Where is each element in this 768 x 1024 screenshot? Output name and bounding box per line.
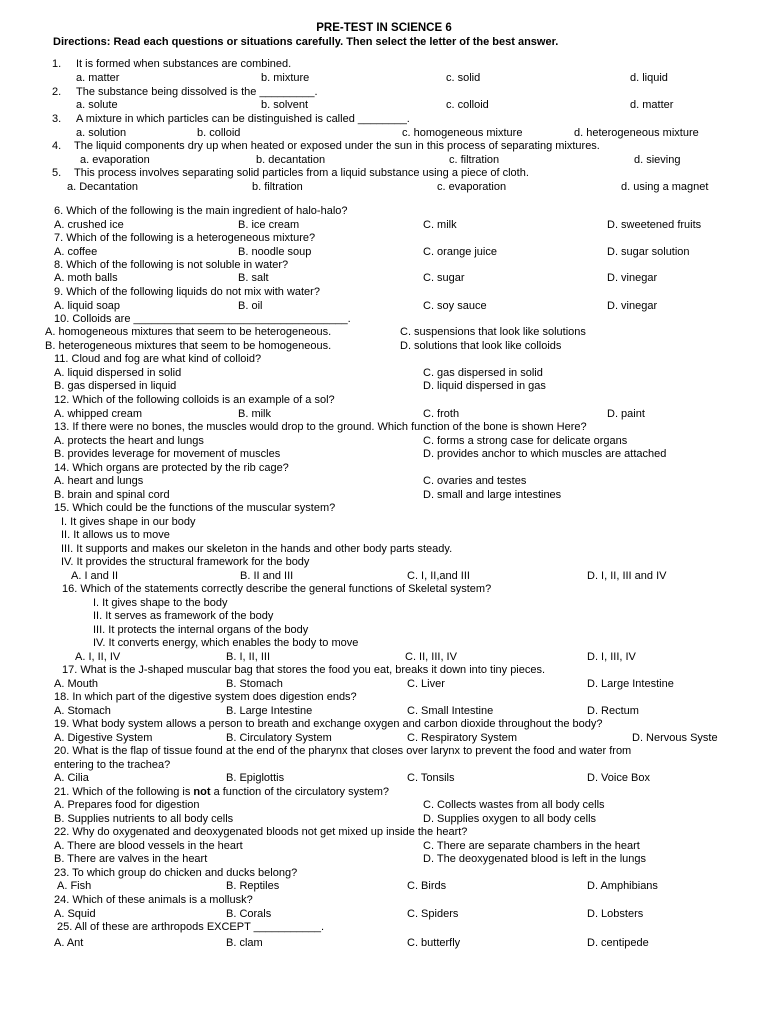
q16-option-d: D. I, III, IV — [587, 651, 636, 663]
q1-option-a: a. matter — [76, 72, 120, 84]
q16-option-c: C. II, III, IV — [405, 651, 457, 663]
q22-stem: 22. Why do oxygenated and deoxygenated bloods not get mixed up inside the heart? — [54, 826, 468, 838]
q3-option-d: d. heterogeneous mixture — [574, 127, 699, 139]
q15-stem: 15. Which could be the functions of the muscular system? — [54, 502, 336, 514]
q19-option-c: C. Respiratory System — [407, 732, 518, 744]
q8-option-c: C. sugar — [423, 272, 465, 284]
q16-statement-ii: II. It serves as framework of the body — [93, 610, 274, 622]
q15-option-b: B. II and III — [240, 570, 294, 582]
q9-option-b: B. oil — [238, 300, 263, 312]
q13-option-d: D. provides anchor to which muscles are attached — [423, 448, 667, 460]
q2-option-b: b. solvent — [261, 99, 309, 111]
q7-stem: 7. Which of the following is a heterogeneous mixture? — [54, 232, 316, 244]
q20-option-a: A. Cilia — [54, 772, 89, 784]
q4-option-a: a. evaporation — [80, 154, 150, 166]
q9-option-a: A. liquid soap — [54, 300, 121, 312]
q3-option-b: b. colloid — [197, 127, 241, 139]
q19-option-a: A. Digestive System — [54, 732, 153, 744]
q7-option-a: A. coffee — [54, 246, 98, 258]
q13-option-c: C. forms a strong case for delicate organs — [423, 435, 628, 447]
q17-option-a: A. Mouth — [54, 678, 99, 690]
q18-option-a: A. Stomach — [54, 705, 111, 717]
q6-option-a: A. crushed ice — [54, 219, 124, 231]
q24-option-c: C. Spiders — [407, 908, 459, 920]
q15-statement-iii: III. It supports and makes our skeleton in the hands and other body parts steady. — [61, 543, 453, 555]
q4-number: 4. — [52, 140, 62, 152]
q10-option-b: B. heterogeneous mixtures that seem to be homogeneous. — [45, 340, 332, 352]
q18-option-c: C. Small Intestine — [407, 705, 494, 717]
q19-stem: 19. What body system allows a person to breath and exchange oxygen and carbon dioxide throughout the body? — [54, 718, 603, 730]
q18-stem: 18. In which part of the digestive system does digestion ends? — [54, 691, 357, 703]
q16-option-a: A. I, II, IV — [75, 651, 121, 663]
q12-option-b: B. milk — [238, 408, 271, 420]
q17-option-b: B. Stomach — [226, 678, 283, 690]
q10-option-d: D. solutions that look like colloids — [400, 340, 562, 352]
q3-number: 3. — [52, 113, 62, 125]
q18-option-b: B. Large Intestine — [226, 705, 313, 717]
q17-option-c: C. Liver — [407, 678, 445, 690]
q23-option-c: C. Birds — [407, 880, 447, 892]
q23-option-a: A. Fish — [57, 880, 92, 892]
q15-statement-i: I. It gives shape in our body — [61, 516, 196, 528]
q5-option-a: a. Decantation — [67, 181, 138, 193]
q20-option-b: B. Epiglottis — [226, 772, 285, 784]
q18-option-d: D. Rectum — [587, 705, 639, 717]
q14-option-d: D. small and large intestines — [423, 489, 562, 501]
q24-option-b: B. Corals — [226, 908, 272, 920]
q9-stem: 9. Which of the following liquids do not mix with water? — [54, 286, 320, 298]
q4-option-c: c. filtration — [449, 154, 500, 166]
q7-option-b: B. noodle soup — [238, 246, 312, 258]
q21-option-b: B. Supplies nutrients to all body cells — [54, 813, 234, 825]
q14-option-b: B. brain and spinal cord — [54, 489, 170, 501]
q22-option-d: D. The deoxygenated blood is left in the lungs — [423, 853, 647, 865]
q8-option-b: B. salt — [238, 272, 269, 284]
q8-option-d: D. vinegar — [607, 272, 658, 284]
q3-option-a: a. solution — [76, 127, 127, 139]
q21-stem — [54, 786, 389, 799]
q10-stem: 10. Colloids are ___________________________________. — [54, 313, 351, 325]
q20-stem: 20. What is the flap of tissue found at the end of the pharynx that closes over larynx to prevent the food and water from — [54, 745, 632, 757]
q3-stem: A mixture in which particles can be distinguished is called ________. — [76, 113, 410, 125]
q1-number: 1. — [52, 58, 62, 70]
q16-option-b: B. I, II, III — [226, 651, 271, 663]
q23-option-d: D. Amphibians — [587, 880, 658, 892]
q21-stem-emphasis: not — [193, 786, 211, 798]
q4-option-b: b. decantation — [256, 154, 326, 166]
q23-option-b: B. Reptiles — [226, 880, 280, 892]
q24-option-d: D. Lobsters — [587, 908, 644, 920]
q11-option-d: D. liquid dispersed in gas — [423, 380, 546, 392]
q22-option-b: B. There are valves in the heart — [54, 853, 208, 865]
q11-option-c: C. gas dispersed in solid — [423, 367, 543, 379]
q2-number: 2. — [52, 86, 62, 98]
q25-option-a: A. Ant — [54, 937, 84, 949]
q11-option-a: A. liquid dispersed in solid — [54, 367, 182, 379]
q19-option-d: D. Nervous Syste — [632, 732, 718, 744]
q3-option-c: c. homogeneous mixture — [402, 127, 523, 139]
q24-stem: 24. Which of these animals is a mollusk? — [54, 894, 253, 906]
q9-option-c: C. soy sauce — [423, 300, 487, 312]
q5-option-b: b. filtration — [252, 181, 303, 193]
q6-option-d: D. sweetened fruits — [607, 219, 702, 231]
directions: Directions: Read each questions or situations carefully. Then select the letter of the best answer. — [53, 36, 559, 48]
q22-option-a: A. There are blood vessels in the heart — [54, 840, 243, 852]
q20-stem-continued: entering to the trachea? — [54, 759, 171, 771]
q1-option-b: b. mixture — [261, 72, 310, 84]
page-title: PRE-TEST IN SCIENCE 6 — [316, 22, 452, 34]
q2-option-c: c. colloid — [446, 99, 489, 111]
q20-option-d: D. Voice Box — [587, 772, 650, 784]
q11-stem: 11. Cloud and fog are what kind of colloid? — [54, 353, 262, 365]
q15-option-c: C. I, II,and III — [407, 570, 470, 582]
q6-option-c: C. milk — [423, 219, 457, 231]
q2-stem: The substance being dissolved is the _________. — [76, 86, 318, 98]
q7-option-d: D. sugar solution — [607, 246, 690, 258]
q4-stem: The liquid components dry up when heated or exposed under the sun in this process of separating mixtures. — [74, 140, 600, 152]
q21-option-d: D. Supplies oxygen to all body cells — [423, 813, 597, 825]
q16-statement-iv: IV. It converts energy, which enables the body to move — [93, 637, 359, 649]
q10-option-a: A. homogeneous mixtures that seem to be heterogeneous. — [45, 326, 332, 338]
q2-option-d: d. matter — [630, 99, 674, 111]
q5-option-d: d. using a magnet — [621, 181, 709, 193]
q7-option-c: C. orange juice — [423, 246, 497, 258]
q16-statement-iii: III. It protects the internal organs of the body — [93, 624, 309, 636]
q23-stem: 23. To which group do chicken and ducks belong? — [54, 867, 298, 879]
q6-stem: 6. Which of the following is the main ingredient of halo-halo? — [54, 205, 348, 217]
q13-option-b: B. provides leverage for movement of muscles — [54, 448, 281, 460]
q14-option-a: A. heart and lungs — [54, 475, 144, 487]
q2-option-a: a. solute — [76, 99, 118, 111]
q16-statement-i: I. It gives shape to the body — [93, 597, 228, 609]
q14-option-c: C. ovaries and testes — [423, 475, 527, 487]
q15-option-d: D. I, II, III and IV — [587, 570, 667, 582]
q5-option-c: c. evaporation — [437, 181, 507, 193]
q10-option-c: C. suspensions that look like solutions — [400, 326, 586, 338]
q25-option-b: B. clam — [226, 937, 263, 949]
q5-number: 5. — [52, 167, 62, 179]
q9-option-d: D. vinegar — [607, 300, 658, 312]
q17-stem: 17. What is the J-shaped muscular bag that stores the food you eat, breaks it down into tiny pieces. — [62, 664, 546, 676]
q1-stem: It is formed when substances are combined. — [76, 58, 292, 70]
q14-stem: 14. Which organs are protected by the rib cage? — [54, 462, 289, 474]
q21-stem-pre: 21. Which of the following is — [54, 786, 194, 798]
q8-stem: 8. Which of the following is not soluble in water? — [54, 259, 289, 271]
q19-option-b: B. Circulatory System — [226, 732, 332, 744]
q24-option-a: A. Squid — [54, 908, 96, 920]
q13-stem: 13. If there were no bones, the muscles would drop to the ground. Which function of the bone is shown Here? — [54, 421, 587, 433]
q17-option-d: D. Large Intestine — [587, 678, 674, 690]
q4-option-d: d. sieving — [634, 154, 681, 166]
q11-option-b: B. gas dispersed in liquid — [54, 380, 177, 392]
q12-option-c: C. froth — [423, 408, 460, 420]
q22-option-c: C. There are separate chambers in the heart — [423, 840, 640, 852]
q16-stem: 16. Which of the statements correctly describe the general functions of Skeletal system? — [62, 583, 492, 595]
q20-option-c: C. Tonsils — [407, 772, 455, 784]
q21-option-c: C. Collects wastes from all body cells — [423, 799, 605, 811]
q21-option-a: A. Prepares food for digestion — [54, 799, 200, 811]
q12-option-d: D. paint — [607, 408, 645, 420]
q5-stem: This process involves separating solid particles from a liquid substance using a piece of cloth. — [74, 167, 529, 179]
q1-option-d: d. liquid — [630, 72, 668, 84]
q1-option-c: c. solid — [446, 72, 481, 84]
q15-statement-iv: IV. It provides the structural framework for the body — [61, 556, 310, 568]
q25-option-d: D. centipede — [587, 937, 649, 949]
q25-option-c: C. butterfly — [407, 937, 461, 949]
q8-option-a: A. moth balls — [54, 272, 118, 284]
q25-stem: 25. All of these are arthropods EXCEPT ___________. — [57, 921, 325, 933]
q15-statement-ii: II. It allows us to move — [61, 529, 170, 541]
q12-option-a: A. whipped cream — [54, 408, 143, 420]
q13-option-a: A. protects the heart and lungs — [54, 435, 204, 447]
q15-option-a: A. I and II — [71, 570, 119, 582]
q12-stem: 12. Which of the following colloids is an example of a sol? — [54, 394, 335, 406]
q6-option-b: B. ice cream — [238, 219, 300, 231]
q21-stem-post: a function of the circulatory system? — [210, 786, 390, 798]
